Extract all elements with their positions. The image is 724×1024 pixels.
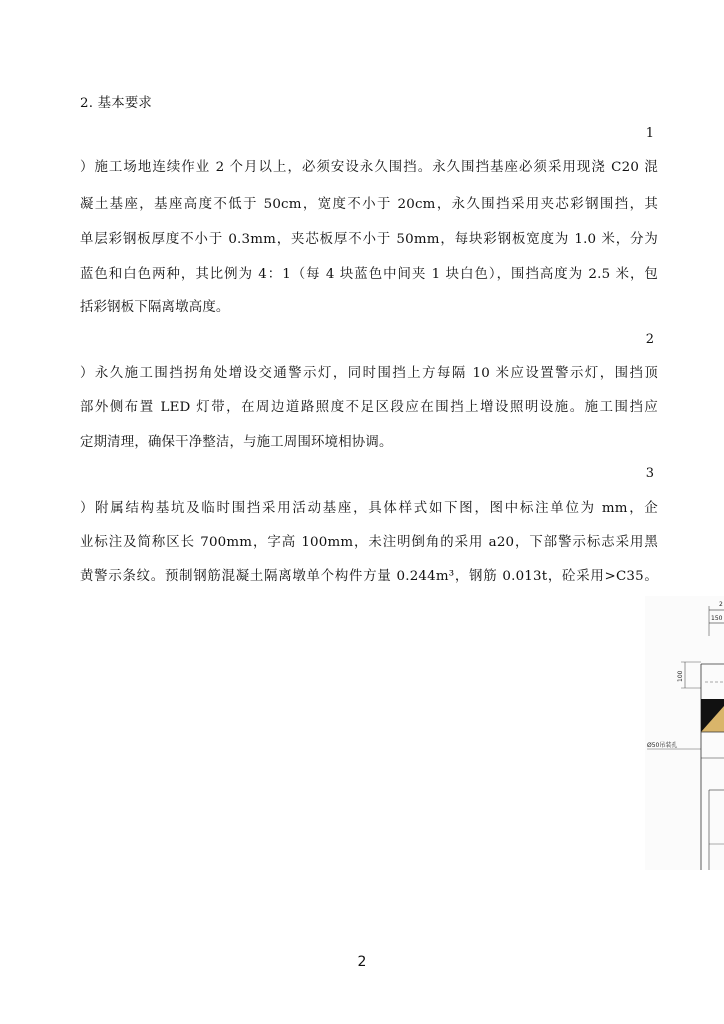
- paragraph-line: 定期清理，确保干净整洁，与施工周围环境相协调。: [80, 435, 393, 450]
- paragraph-line: 业标注及简称区长 700mm，字高 100mm，未注明倒角的采用 a20，下部警示标志采用黑: [80, 535, 658, 550]
- paragraph-line: 部外侧布置 LED 灯带，在周边道路照度不足区段应在围挡上增设照明设施。施工围挡应: [80, 400, 658, 415]
- paragraph-line: ）永久施工围挡拐角处增设交通警示灯，同时围挡上方每隔 10 米应设置警示灯，围挡顶: [80, 366, 658, 381]
- section-heading: 2. 基本要求: [80, 96, 152, 111]
- dim-label-100: 100: [677, 670, 684, 682]
- paragraph-line: 单层彩钢板厚度不小于 0.3mm，夹芯板厚不小于 50mm，每块彩钢板宽度为 1.0 米，分为: [80, 232, 658, 247]
- paragraph-line: ）施工场地连续作业 2 个月以上，必须安设永久围挡。永久围挡基座必须采用现浇 C20 混: [80, 160, 658, 175]
- dim-label-150: 150: [711, 615, 723, 622]
- dim-label-top: 2: [719, 601, 723, 608]
- paragraph-line: ）附属结构基坑及临时围挡采用活动基座，具体样式如下图，图中标注单位为 mm，企: [80, 501, 658, 516]
- barrier-drawing-svg: [645, 596, 724, 870]
- paragraph-line: 蓝色和白色两种，其比例为 4：1（每 4 块蓝色中间夹 1 块白色），围挡高度为 2.5 米，包: [80, 267, 658, 282]
- paragraph-line: 凝土基座，基座高度不低于 50cm，宽度不小于 20cm，永久围挡采用夹芯彩钢围挡，其: [80, 197, 658, 212]
- paragraph-line: 黄警示条纹。预制钢筋混凝土隔离墩单个构件方量 0.244m³，钢筋 0.013t，砼采用>C35。: [80, 569, 658, 584]
- item-number-1: 1: [645, 126, 654, 141]
- item-number-3: 3: [645, 466, 654, 481]
- paragraph-line: 括彩钢板下隔离墩高度。: [80, 300, 230, 315]
- page-number: 2: [357, 954, 367, 970]
- item-number-2: 2: [645, 332, 654, 347]
- hole-label: Ø50吊装孔: [647, 742, 678, 749]
- barrier-drawing: [645, 596, 724, 870]
